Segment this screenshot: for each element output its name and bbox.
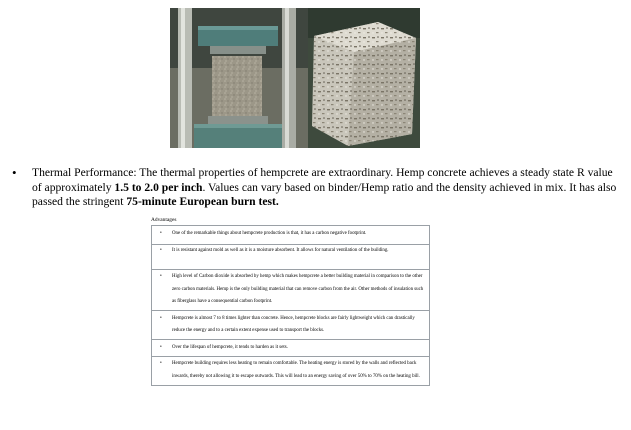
advantage-text: Hempcrete is almost 7 to 8 times lighter than concrete. Hence, hempcrete blocks are fairly lightweight which can drastically reduce the energy and to a certain extent expense used to transport the blocks. <box>172 315 415 333</box>
burn-test-text: 75-minute European burn test. <box>126 195 279 208</box>
advantage-row <box>152 340 430 357</box>
advantage-row <box>152 226 430 245</box>
bullet-marker: • <box>160 274 162 279</box>
advantages-table <box>151 225 430 386</box>
hempcrete-closeup-image <box>308 8 420 148</box>
bullet-marker: • <box>160 361 162 366</box>
advantage-text: One of the remarkable things about hempcrete production is that, it has a carbon negative footprint. <box>172 230 367 236</box>
r-value-text: 1.5 to 2.0 per inch <box>114 180 203 194</box>
thermal-lead-text: Thermal Performance: The thermal properties of hempcrete are extraordinary. Hemp concrete achieves a steady state R value of approximately <box>32 166 613 194</box>
advantage-row <box>152 356 430 385</box>
thermal-middle-text: . Values can vary based on binder/Hemp ratio and the density achieved in mix. It has also passed the stringent <box>32 180 617 208</box>
advantage-text: Over the lifespan of hempcrete, it tends to harden as it sets. <box>172 344 288 350</box>
thermal-performance-item <box>12 166 618 210</box>
advantage-text: It is resistant against mold as well as it is a moisture absorbent. It allows for natural ventilation of the building. <box>172 248 389 253</box>
bullet-marker: • <box>12 165 17 180</box>
bullet-marker: • <box>160 230 162 236</box>
hempcrete-closeup-photo <box>308 8 420 148</box>
advantage-row <box>152 269 430 311</box>
compression-test-photo <box>170 8 308 148</box>
advantage-row <box>152 245 430 270</box>
advantage-text: High level of Carbon dioxide is absorbed by hemp which makes hempcrete a better building material in comparison to the other zero carbon materials. Hemp is the only building material that can remove carbon from the air. Other methods of insulation such as fiberglass have a consequential carbon footprint. <box>172 274 424 304</box>
thermal-performance-paragraph <box>12 166 618 210</box>
advantage-row <box>152 311 430 340</box>
bullet-marker: • <box>160 315 162 321</box>
bullet-marker: • <box>160 248 162 253</box>
advantages-title: Advantages <box>151 217 177 223</box>
advantage-text: Hempcrete building requires less heating to remain comfortable. The heating energy is stored by the walls and reflected back inwards, thereby not allowing it to escape outwards. This will lead to an energy saving of over 50% to 70% on the heating bill. <box>172 361 420 379</box>
compression-test-image <box>170 8 308 148</box>
bullet-marker: • <box>160 344 162 350</box>
